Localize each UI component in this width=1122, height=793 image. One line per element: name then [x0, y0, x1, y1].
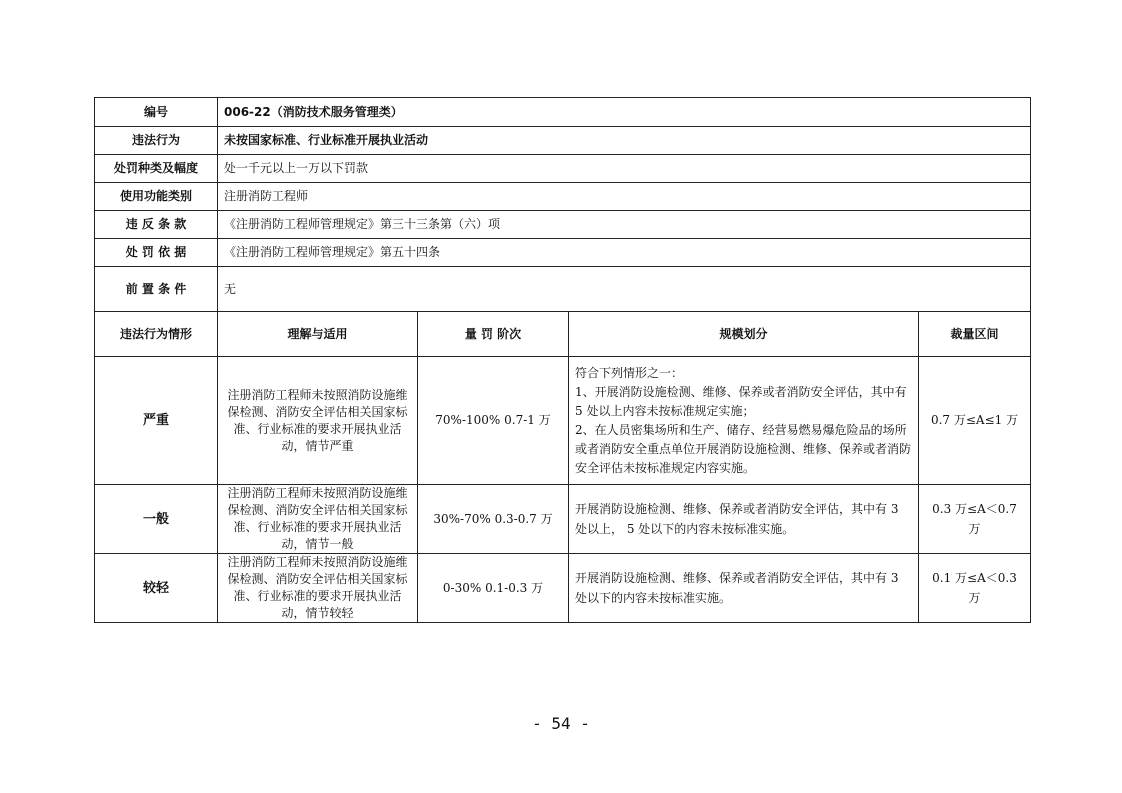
row-precondition: [95, 267, 1031, 312]
range-cell: 0.3 万≤A＜0.7 万: [919, 485, 1031, 554]
header-level: 量 罚 阶次: [418, 312, 569, 357]
severity-cell: 严重: [95, 357, 218, 485]
violation-value: 未按国家标准、行业标准开展执业活动: [218, 127, 1031, 155]
table-row: [95, 554, 1031, 623]
function-label: 使用功能类别: [95, 183, 218, 211]
header-situation: 违法行为情形: [95, 312, 218, 357]
grid-header-row: [95, 312, 1031, 357]
level-cell: 0-30% 0.1-0.3 万: [418, 554, 569, 623]
page-number: - 54 -: [532, 714, 590, 733]
violation-label: 违法行为: [95, 127, 218, 155]
row-clause: [95, 211, 1031, 239]
row-penalty: [95, 155, 1031, 183]
basis-value: 《注册消防工程师管理规定》第五十四条: [218, 239, 1031, 267]
understanding-cell: 注册消防工程师未按照消防设施维保检测、消防安全评估相关国家标准、行业标准的要求开展执业活动，情节较轻: [218, 554, 418, 623]
row-id: [95, 98, 1031, 127]
id-value: 006-22（消防技术服务管理类）: [218, 98, 1031, 127]
penalty-table: [94, 97, 1031, 623]
row-violation: [95, 127, 1031, 155]
scale-cell: 开展消防设施检测、维修、保养或者消防安全评估，其中有 3 处以上， 5 处以下的内容未按标准实施。: [569, 485, 919, 554]
basis-label: 处 罚 依 据: [95, 239, 218, 267]
scale-cell: 符合下列情形之一： 1、开展消防设施检测、维修、保养或者消防安全评估，其中有 5 处以上内容未按标准规定实施； 2、在人员密集场所和生产、储存、经营易燃易爆危险品的场所或者消防安全重点单位开展消防设施检测、维修、保养或者消防安全评估未按标准规定内容实施。: [569, 357, 919, 485]
table-row: [95, 357, 1031, 485]
understanding-cell: 注册消防工程师未按照消防设施维保检测、消防安全评估相关国家标准、行业标准的要求开展执业活动，情节一般: [218, 485, 418, 554]
header-scale: 规模划分: [569, 312, 919, 357]
severity-cell: 较轻: [95, 554, 218, 623]
penalty-label: 处罚种类及幅度: [95, 155, 218, 183]
clause-label: 违 反 条 款: [95, 211, 218, 239]
header-range: 裁量区间: [919, 312, 1031, 357]
clause-value: 《注册消防工程师管理规定》第三十三条第（六）项: [218, 211, 1031, 239]
table-row: [95, 485, 1031, 554]
precondition-label: 前 置 条 件: [95, 267, 218, 312]
penalty-sheet: [94, 97, 1030, 623]
header-understanding: 理解与适用: [218, 312, 418, 357]
range-cell: 0.1 万≤A＜0.3 万: [919, 554, 1031, 623]
precondition-value: 无: [218, 267, 1031, 312]
id-label: 编号: [95, 98, 218, 127]
row-function: [95, 183, 1031, 211]
penalty-value: 处一千元以上一万以下罚款: [218, 155, 1031, 183]
severity-cell: 一般: [95, 485, 218, 554]
scale-cell: 开展消防设施检测、维修、保养或者消防安全评估，其中有 3 处以下的内容未按标准实施。: [569, 554, 919, 623]
level-cell: 70%-100% 0.7-1 万: [418, 357, 569, 485]
understanding-cell: 注册消防工程师未按照消防设施维保检测、消防安全评估相关国家标准、行业标准的要求开展执业活动，情节严重: [218, 357, 418, 485]
level-cell: 30%-70% 0.3-0.7 万: [418, 485, 569, 554]
range-cell: 0.7 万≤A≤1 万: [919, 357, 1031, 485]
function-value: 注册消防工程师: [218, 183, 1031, 211]
row-basis: [95, 239, 1031, 267]
